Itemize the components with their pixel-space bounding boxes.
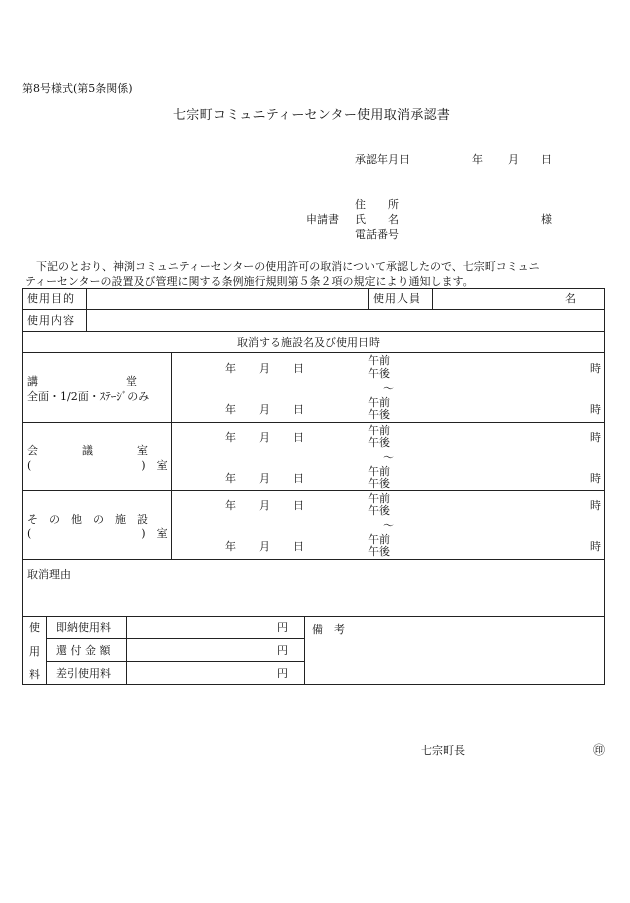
notice-line-1: 下記のとおり、神渕コミュニティーセンターの使用許可の取消について承認したので、七宗町コミュニ: [36, 260, 540, 273]
facility-meeting-sub: ( ) 室: [27, 459, 168, 472]
end-month: 月: [259, 472, 270, 485]
persons-label: 使用人員: [373, 292, 421, 305]
content-label: 使用内容: [27, 314, 75, 327]
persons-unit: 名: [565, 292, 576, 305]
approval-date-label: 承認年月日: [355, 153, 410, 166]
fee-side-2: 用: [29, 645, 40, 658]
approval-year: 年: [472, 153, 483, 166]
end-day: 日: [293, 472, 304, 485]
name-label: 氏 名: [355, 213, 399, 226]
notice-line-2: ティーセンターの設置及び管理に関する条例施行規則第５条２項の規定により通知します。: [25, 275, 474, 288]
seal-mark: ㊞: [593, 743, 606, 757]
end-year: 年: [225, 540, 236, 553]
fee-side-1: 使: [29, 621, 40, 634]
start-day: 日: [293, 431, 304, 444]
start-hour: 時: [590, 431, 601, 444]
fee-side-3: 料: [29, 668, 40, 681]
end-day: 日: [293, 540, 304, 553]
phone-label: 電話番号: [355, 228, 399, 241]
issuer-label: 七宗町長: [421, 744, 465, 757]
start-month: 月: [259, 431, 270, 444]
fee-label-refund: 還 付 金 額: [56, 644, 111, 657]
approval-month: 月: [508, 153, 519, 166]
start-pm: 午後: [368, 504, 390, 517]
start-pm: 午後: [368, 436, 390, 449]
start-pm: 午後: [368, 367, 390, 380]
fee-label-immediate: 即納使用料: [56, 621, 111, 634]
range-tilde: ～: [383, 451, 394, 464]
form-number: 第8号様式(第5条関係): [22, 82, 133, 95]
fee-unit-net: 円: [277, 667, 288, 680]
end-day: 日: [293, 403, 304, 416]
end-year: 年: [225, 403, 236, 416]
fee-unit-refund: 円: [277, 644, 288, 657]
range-tilde: ～: [383, 382, 394, 395]
end-pm: 午後: [368, 477, 390, 490]
facility-hall-sub: 全面・1/2面・ｽﾃｰｼﾞのみ: [27, 390, 150, 403]
start-hour: 時: [590, 362, 601, 375]
end-am: 午前: [368, 465, 390, 478]
start-month: 月: [259, 362, 270, 375]
reason-label: 取消理由: [27, 568, 71, 581]
applicant-label: 申請書: [306, 213, 339, 226]
facility-hall-name: 講 堂: [27, 375, 137, 388]
address-label: 住 所: [355, 198, 399, 211]
start-hour: 時: [590, 499, 601, 512]
end-month: 月: [259, 540, 270, 553]
facility-other-sub: ( ) 室: [27, 527, 168, 540]
end-hour: 時: [590, 403, 601, 416]
remarks-label: 備 考: [312, 623, 345, 636]
facility-other-name: そ の 他 の 施 設: [27, 513, 148, 526]
end-am: 午前: [368, 396, 390, 409]
start-day: 日: [293, 499, 304, 512]
document-title: 七宗町コミュニティーセンター使用取消承認書: [173, 108, 451, 123]
fee-unit-immediate: 円: [277, 621, 288, 634]
start-day: 日: [293, 362, 304, 375]
end-hour: 時: [590, 540, 601, 553]
end-year: 年: [225, 472, 236, 485]
approval-day: 日: [541, 153, 552, 166]
end-pm: 午後: [368, 545, 390, 558]
start-am: 午前: [368, 354, 390, 367]
sama-label: 様: [541, 213, 552, 226]
end-month: 月: [259, 403, 270, 416]
range-tilde: ～: [383, 519, 394, 532]
start-am: 午前: [368, 424, 390, 437]
start-year: 年: [225, 499, 236, 512]
start-year: 年: [225, 431, 236, 444]
end-hour: 時: [590, 472, 601, 485]
end-am: 午前: [368, 533, 390, 546]
fee-label-net: 差引使用料: [56, 667, 111, 680]
cancel-header: 取消する施設名及び使用日時: [237, 336, 380, 349]
start-month: 月: [259, 499, 270, 512]
start-am: 午前: [368, 492, 390, 505]
start-year: 年: [225, 362, 236, 375]
facility-meeting-name: 会 議 室: [27, 444, 148, 457]
end-pm: 午後: [368, 408, 390, 421]
purpose-label: 使用目的: [27, 292, 75, 305]
